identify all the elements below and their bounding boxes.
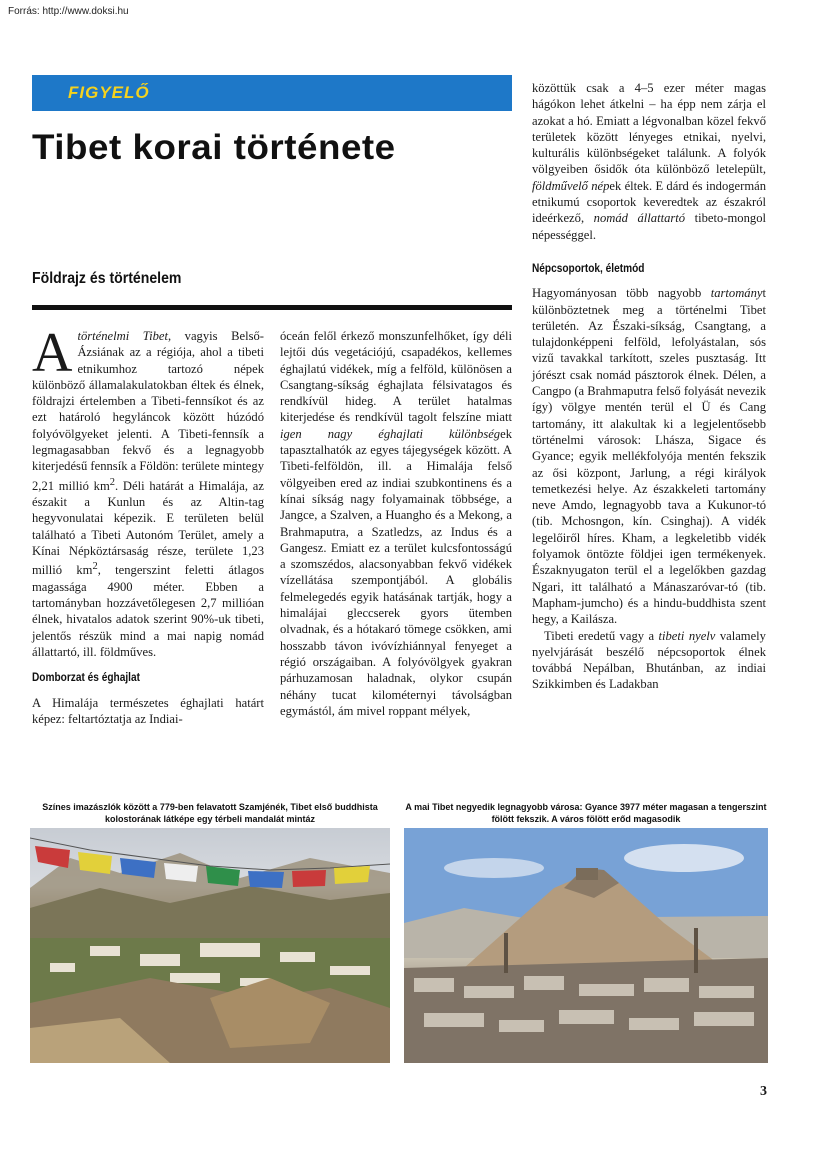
superscript: 2 <box>109 476 115 488</box>
drop-cap: A <box>32 322 73 384</box>
photo-caption-right: A mai Tibet negyedik legnagyobb városa: Gyance 3977 méter magasan a tengerszint fölött fekszik. A város fölött erőd magasodik <box>405 802 767 824</box>
article-title: Tibet korai története <box>32 128 396 167</box>
paragraph <box>532 285 766 627</box>
text-column-1 <box>32 322 264 727</box>
paragraph <box>532 628 766 693</box>
text: , vagyis Belső-Ázsiának az a régiója, ahol a tibeti etnikumhoz tartozó népek különböző államalakulatokban éltek és élnek, földrajzi értelemben a Tibeti-fennsíkot és az ezt határoló hegyláncok között húzódó folyóvölgyeket jelenti. A Tibeti-fennsík a legmagasabban fekvő és a legnagyobb kiterjedésű fennsík a Földön: területe mintegy 2,21 millió km <box>32 329 264 493</box>
paragraph: A Himalája természetes éghajlati határt képez: feltartóztatja az Indiai- <box>32 695 264 726</box>
emphasis: földművelő nép <box>532 178 610 193</box>
source-note: Forrás: http://www.doksi.hu <box>8 6 129 17</box>
page-number: 3 <box>760 1084 767 1099</box>
monastery-illustration <box>30 828 390 1063</box>
text: valamely nyelvjárását beszélő népcsoportok élnek továbbá Nepálban, Bhutánban, az indiai Szikkimben és Ladakban <box>532 628 766 692</box>
emphasis: igen nagy éghajlati különbség <box>280 426 501 441</box>
gyantse-photo <box>404 828 768 1063</box>
subheading-terrain: Domborzat és éghajlat <box>32 672 140 685</box>
text: , tengerszint feletti átlagos magassága 4900 méter. Ebben a tartományban hozzávetőlegesen 2,7 millióan élnek, hivatalos adatok szerint 90%-uk tibeti, jelentős részük mind a mai napig nomád állattartó, ill. földműves. <box>32 563 264 660</box>
subheading-peoples: Népcsoportok, életmód <box>532 262 645 275</box>
text: közöttük csak a 4–5 ezer méter magas hágókon lehet átkelni – ha épp nem zárja el azokat a hó. Emiatt a légvonalban közel fekvő területek között lényeges etnikai, nyelvi, kulturális különbségeket találunk. A folyók völgyeiben ősidők óta különböző letelepült, <box>532 81 766 177</box>
text: tibeto-mongol népességgel. <box>532 211 766 242</box>
section-heading: Földrajz és történelem <box>32 270 182 287</box>
text: . Déli határát a Himalája, az északit a Kunlun és az Altin-tag hegyvonulatai képezik. E területen belül található a Tibeti Autonóm Terület, amely a Kínai Népköztársaság része, területe 1,23 millió km <box>32 478 264 578</box>
text: Tibeti eredetű vagy a <box>544 628 659 643</box>
superscript: 2 <box>92 561 98 573</box>
emphasis: történelmi Tibet <box>77 329 168 343</box>
text: ek éltek. E dárd és indogermán etnikumú csoportok keveredtek az északról ideérkező, <box>532 178 766 226</box>
paragraph <box>532 80 766 243</box>
emphasis: nomád állattartó <box>593 211 686 226</box>
text-column-2 <box>280 328 512 719</box>
photo-caption-left: Színes imazászlók között a 779-ben felavatott Szamjénék, Tibet első buddhista kolostorának látképe egy térbeli mandalát mintáz <box>42 802 378 824</box>
text-column-3 <box>532 80 766 693</box>
banner-label: FIGYELŐ <box>68 83 150 102</box>
text: t különböztetnek meg a történelmi Tibet területén. Az Északi-síkság, Csangtang, a tulajdonképpeni felföld, lefolyástalan, sós vizű tavakkal tarkított, szeles pusztaság. Itt jórészt csak nomád pásztorok élnek. Délen, a Cangpo (a Brahmaputra felső folyását nevezik így) völgye mentén terül el Ü és Cang tartomány, itt alakultak ki a legjelentősebb történelmi városok: Lhásza, Sigace és Gyance; egyik mellékfolyója mentén fekszik az ősi központ, Jarlung, a régi királyok temetkezési helye. Az északkeleti tartomány neve Amdo, legnagyobb tava a Kukunor-tó (tib. Mchosngon, kín. Csinghaj). A vidék legelőiről híres. Kham, a legkeletibb vidék folyamok öntözte földjei igen termékenyek. Északnyugaton terül el a legelőkben gazdag Ngari, itt található a Mánaszaróvar-tó (tib. Mapham-jumcho) és a hindu-buddhista szent hegy, a Kailásza. <box>532 286 766 627</box>
text: óceán felől érkező monszunfelhőket, így déli lejtői dús vegetációjú, csapadékos, kellemes éghajlatú vidékek, míg a felföld, különösen a Csangtang-síkság éghajlata félsivatagos és rendkívül hideg. A terület hatalmas kiterjedése és rendkívül tagolt felszíne miatt <box>280 329 512 425</box>
paragraph <box>280 328 512 719</box>
paragraph <box>32 322 264 660</box>
text: Hagyományosan több nagyobb <box>532 286 711 301</box>
text: ek tapasztalhatók az egyes tájegységek között. A Tibeti-felföldön, ill. a Himalája felső völgyeiben ered az indiai szubkontinens és a kínai síkság nagy folyamainak többsége, a Jangce, a Szalven, a Huangho és a Mekong, a Brahmaputra, a Szatledzs, az Indus és a Gangesz. Emiatt ez a terület kulcsfontosságú a szomszédos, alacsonyabban fekvő vidékek vízellátása szempontjából. A globális felmelegedés egyik hatásának tartják, hogy a himalájai gleccserek gyors ütemben olvadnak, és a hótakaró tömege csökken, ami hosszabb távon ivóvízhiánnyal fenyeget a régió országaiban. A folyóvölgyek gyakran párhuzamosan haladnak, olykor csupán néhány tucat kilométernyi távolságban egymástól, ám mivel roppant mélyek, <box>280 426 512 718</box>
gyantse-illustration <box>404 828 768 1063</box>
emphasis: tibeti nyelv <box>658 628 716 643</box>
heading-rule <box>32 305 512 310</box>
section-banner <box>32 75 512 111</box>
monastery-photo <box>30 828 390 1063</box>
emphasis: tartomány <box>710 286 763 301</box>
